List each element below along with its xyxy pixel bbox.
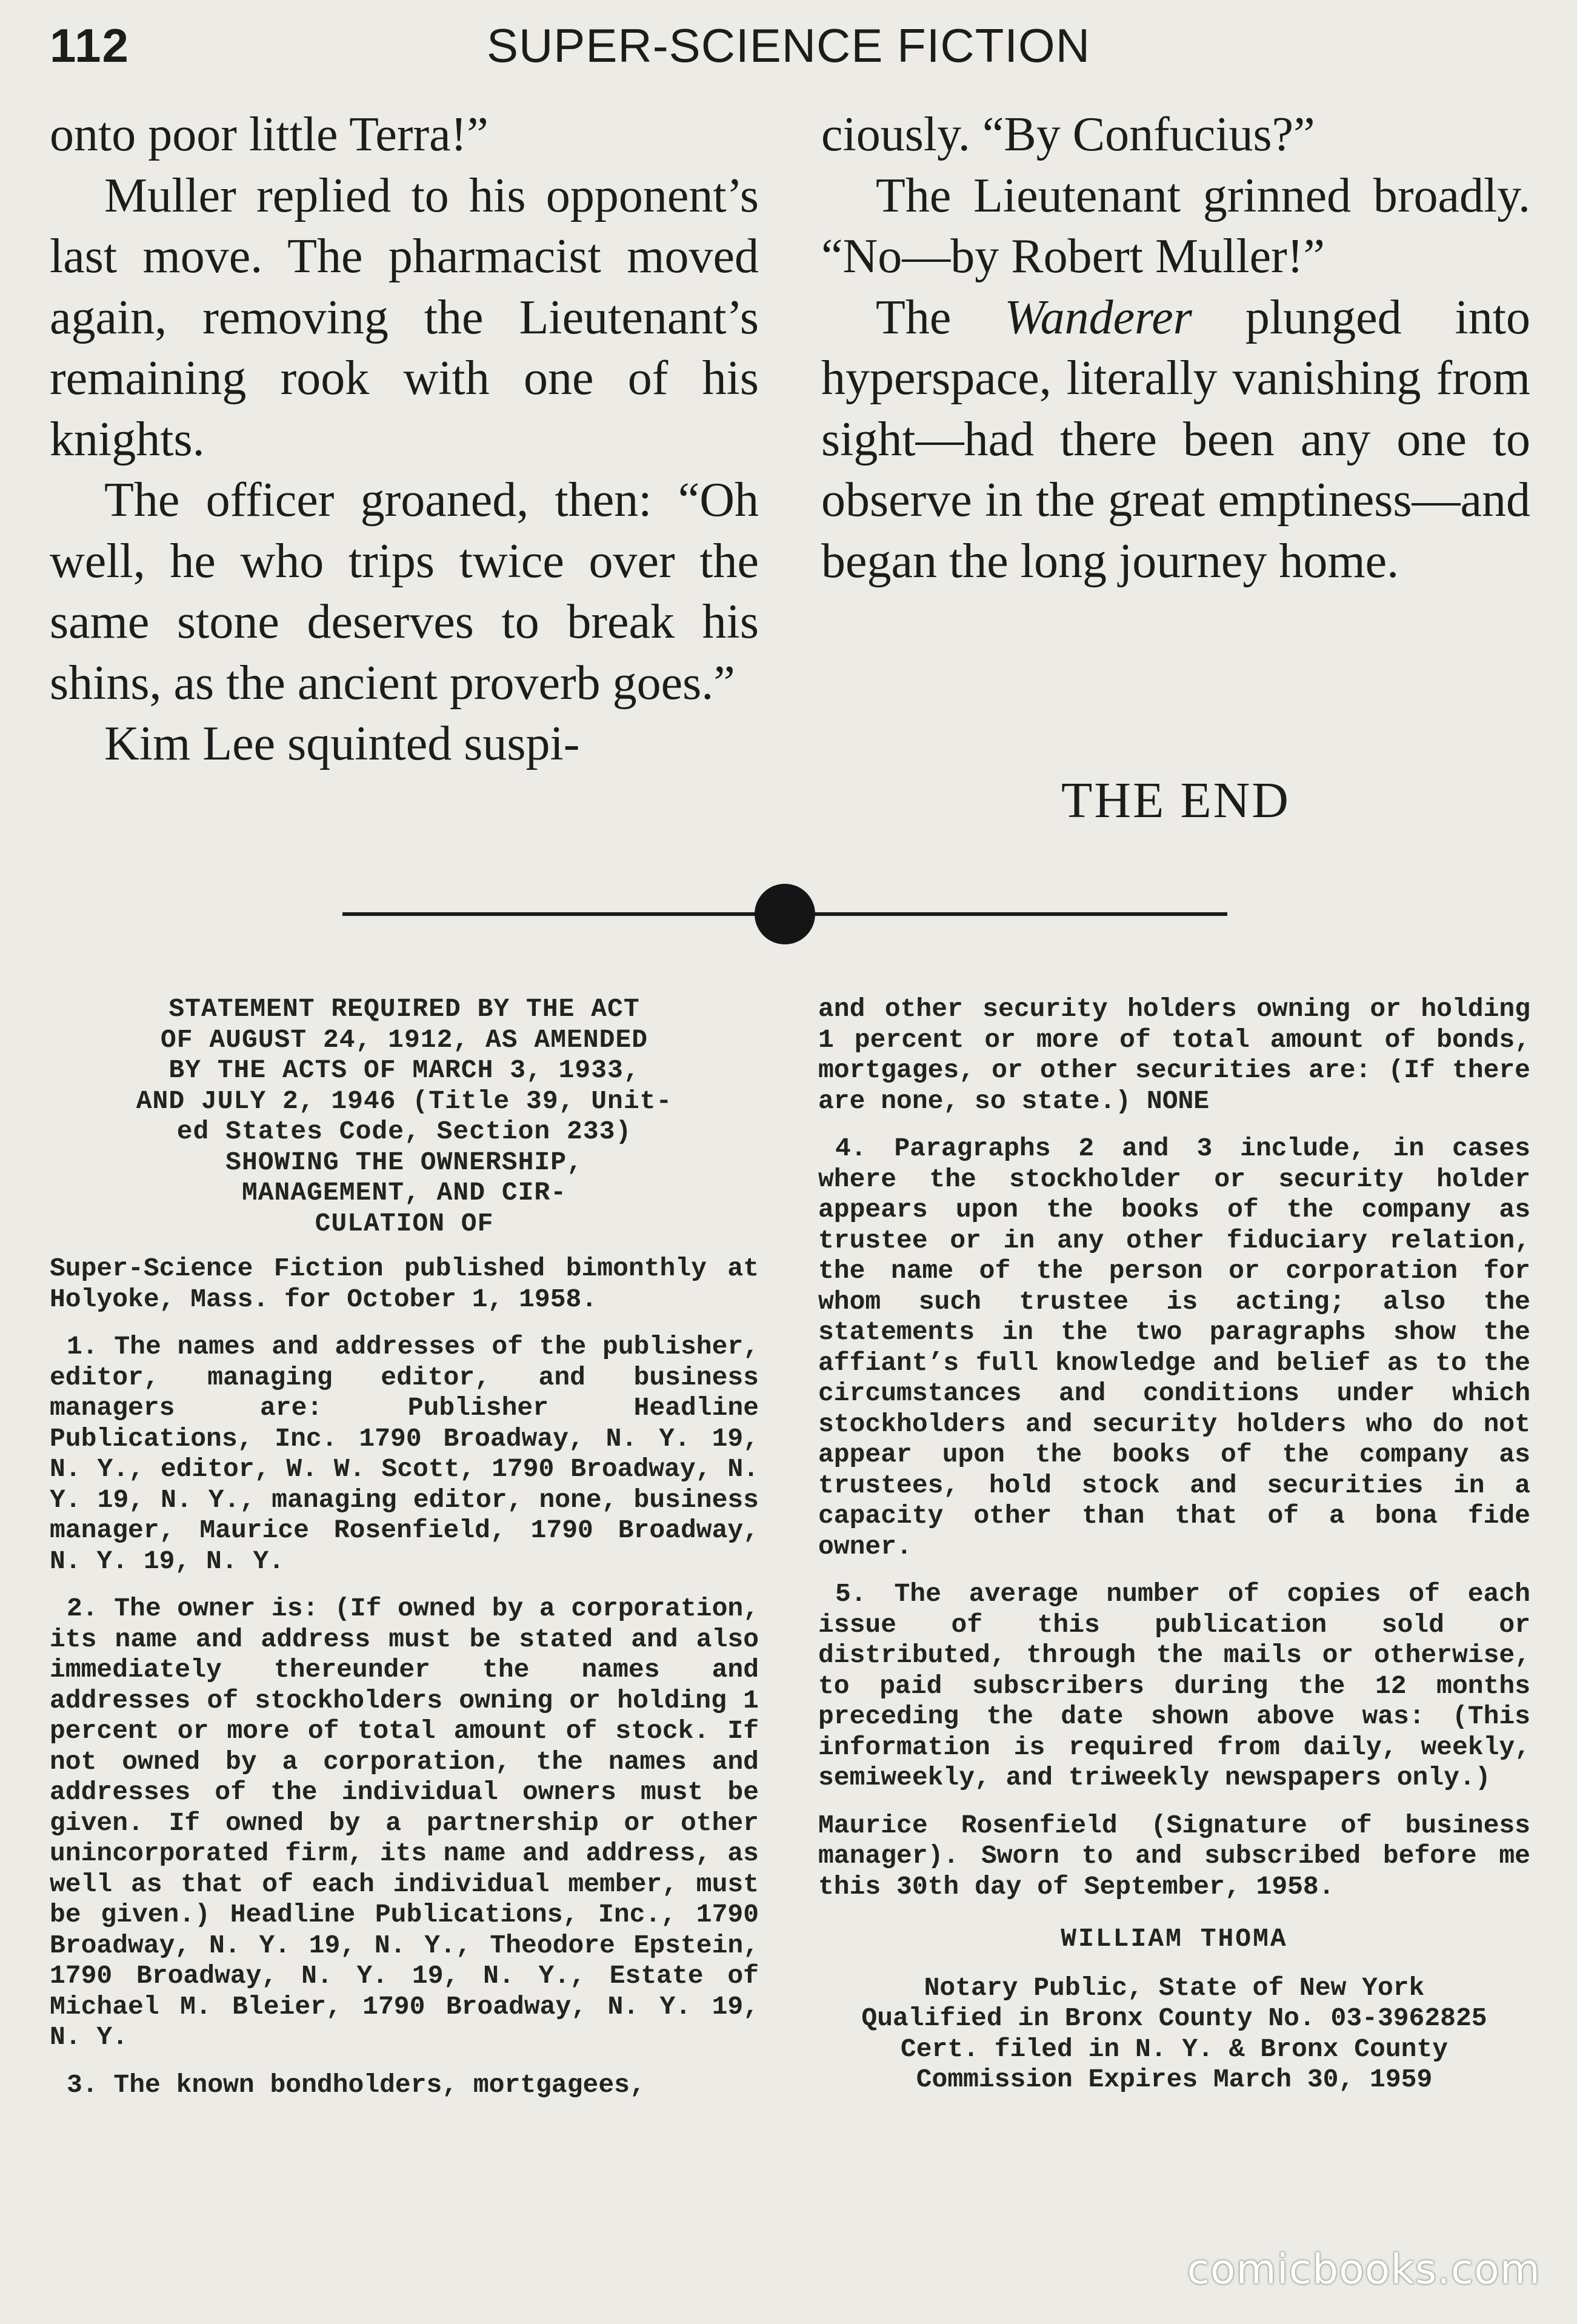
- ship-name: Wanderer: [1004, 290, 1192, 344]
- watermark: comicbooks.com: [1187, 2246, 1541, 2294]
- story-column-right: [821, 104, 1530, 592]
- statement-paragraph-3-start: 3. The known bondholders, mortgagees,: [67, 2069, 645, 2100]
- statement-column-right: [818, 994, 1530, 2095]
- story-paragraph: The Lieutenant grinned broadly. “No—by Robert Muller!”: [821, 169, 1530, 283]
- heading-line: MANAGEMENT, AND CIR-: [241, 1178, 567, 1207]
- heading-line: AND JULY 2, 1946 (Title 39, Unit-: [136, 1086, 673, 1116]
- running-head: SUPER-SCIENCE FICTION: [486, 19, 1091, 72]
- statement-column-left: [50, 994, 759, 2117]
- the-end: THE END: [1061, 772, 1290, 829]
- notary-line: Notary Public, State of New York: [924, 1972, 1425, 2003]
- notary-line: Commission Expires March 30, 1959: [916, 2065, 1433, 2094]
- heading-line: BY THE ACTS OF MARCH 3, 1933,: [168, 1055, 640, 1085]
- heading-line: OF AUGUST 24, 1912, AS AMENDED: [160, 1024, 648, 1055]
- story-paragraph: The officer groaned, then: “Oh well, he who trips twice over the same stone deserves to break his shins, as the ancient proverb goes.”: [50, 473, 759, 710]
- heading-line: CULATION OF: [315, 1208, 494, 1238]
- story-text: The: [876, 290, 1005, 344]
- statement-paragraph-5: 5. The average number of copies of each issue of this publication sold or distributed, through the mails or otherwise, to paid subscribers during the 12 months preceding the date shown above was: (This information is required from daily, weekly, semiweekly, and triweekly newspapers only.): [818, 1579, 1530, 1792]
- notary-details: [818, 1973, 1530, 2095]
- page-number: 112: [50, 19, 130, 72]
- story-paragraph: Muller replied to his opponent’s last move. The pharmacist moved again, removing the Lieutenant’s remaining rook with one of his knights.: [50, 169, 759, 466]
- notary-line: Qualified in Bronx County No. 03-3962825: [861, 2003, 1487, 2033]
- statement-paragraph-4: 4. Paragraphs 2 and 3 include, in cases where the stockholder or security holder appears upon the books of the company as trustee or in any other fiduciary relation, the name of the person or corporation for whom such trustee is acting; also the statements in the two paragraphs show the affiant’s full knowledge and belief as to the circumstances and conditions under which stockholders and security holders who do not appear upon the books of the company as trustees, hold stock and securities in a capacity other than that of a bona fide owner.: [818, 1134, 1530, 1561]
- signature-statement: Maurice Rosenfield (Signature of business manager). Sworn to and subscribed before me this 30th day of September, 1958.: [818, 1810, 1530, 1902]
- story-paragraph: [821, 287, 1530, 592]
- story-paragraph: Kim Lee squinted suspi-: [104, 717, 580, 770]
- story-text: plunged into hyperspace, literally vanishing from sight—had there been any one to observe in the great emptiness—and began the long journey home.: [821, 290, 1531, 588]
- story-paragraph: onto poor little Terra!”: [50, 108, 488, 161]
- divider-ornament: [755, 884, 815, 944]
- statement-paragraph-1: 1. The names and addresses of the publisher, editor, managing editor, and business managers are: Publisher Headline Publications, Inc. 1790 Broadway, N. Y. 19, N. Y., editor, W. W. Scott, 1790 Broadway, N. Y. 19, N. Y., managing editor, none, business manager, Maurice Rosenfield, 1790 Broadway, N. Y. 19, N. Y.: [50, 1332, 759, 1576]
- story-column-left: [50, 104, 759, 775]
- statement-paragraph-3-continued: and other security holders owning or holding 1 percent or more of total amount of bonds, mortgages, or other securities are: (If there are none, so state.) NONE: [818, 994, 1530, 1116]
- notary-line: Cert. filed in N. Y. & Bronx County: [900, 2034, 1449, 2064]
- heading-line: STATEMENT REQUIRED BY THE ACT: [168, 994, 640, 1024]
- heading-line: ed States Code, Section 233): [176, 1117, 632, 1146]
- statement-intro: Super-Science Fiction published bimonthly at Holyoke, Mass. for October 1, 1958.: [50, 1254, 759, 1314]
- heading-line: SHOWING THE OWNERSHIP,: [225, 1147, 583, 1177]
- story-paragraph: ciously. “By Confucius?”: [821, 108, 1315, 161]
- page-header: [0, 18, 1577, 85]
- notary-name: WILLIAM THOMA: [1061, 1924, 1288, 1954]
- statement-heading: [50, 994, 759, 1239]
- statement-paragraph-2: 2. The owner is: (If owned by a corporation, its name and address must be stated and also immediately thereunder the names and addresses of stockholders owning or holding 1 percent or more of total amount of stock. If not owned by a corporation, the names and addresses of the individual owners must be given. If owned by a partnership or other unincorporated firm, its name and address, as well as that of each individual member, must be given.) Headline Publications, Inc., 1790 Broadway, N. Y. 19, N. Y., Theodore Epstein, 1790 Broadway, N. Y. 19, N. Y., Estate of Michael M. Bleier, 1790 Broadway, N. Y. 19, N. Y.: [50, 1594, 759, 2052]
